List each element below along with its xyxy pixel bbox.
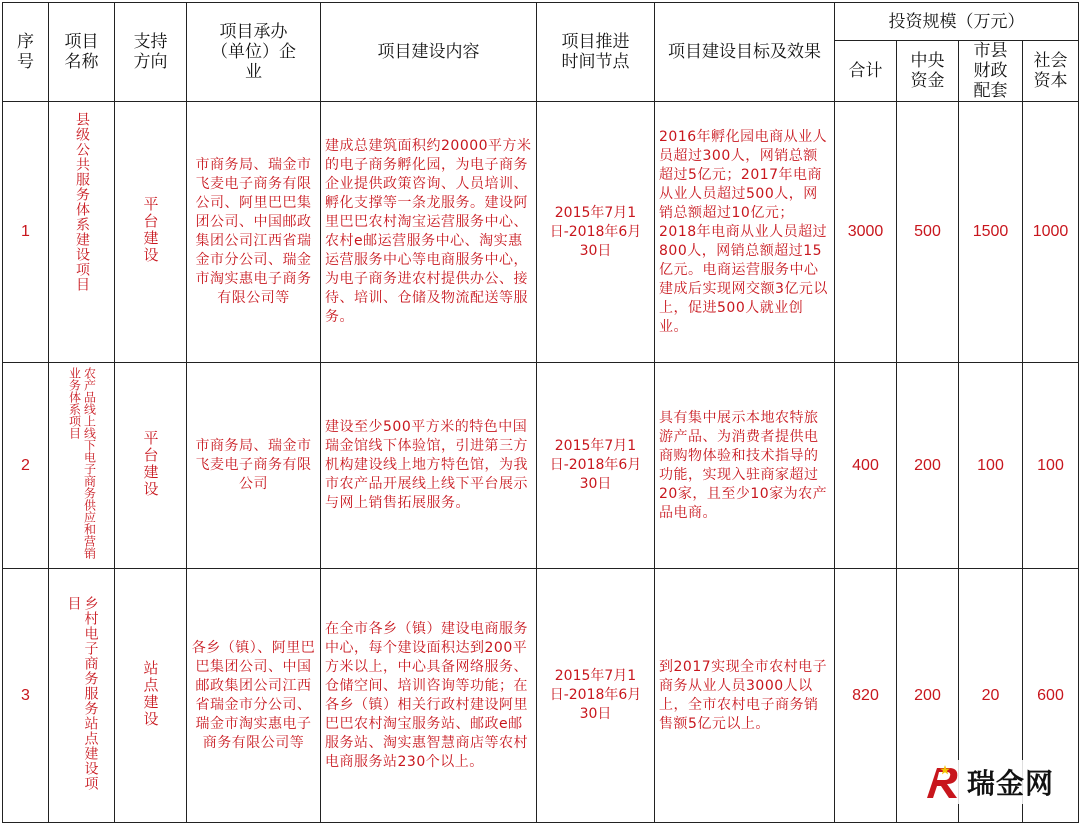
header-undertaker: 项目承办（单位）企业 xyxy=(187,3,321,102)
watermark-text: 瑞金网 xyxy=(966,767,1054,800)
row-direction: 平台建设 xyxy=(141,196,160,264)
row-name: 乡村电子商务服务站点建设项目 xyxy=(65,595,99,791)
row-undertaker: 各乡（镇）、阿里巴巴集团公司、中国邮政集团公司江西省瑞金市分公司、瑞金市淘实惠电子商务有限公司等 xyxy=(187,569,321,823)
table-row xyxy=(3,363,1079,569)
row-social: 1000 xyxy=(1023,102,1079,363)
row-social: 100 xyxy=(1023,363,1079,569)
row-content: 建成总建筑面积约20000平方米的电子商务孵化园，为电子商务企业提供政策咨询、人员培训、孵化支撑等一条龙服务。建设阿里巴巴农村淘宝运营服务中心、农村e邮运营服务中心、淘实惠运营服务中心等电商服务中心，为电子商务进农村提供办公、接待、培训、仓储及物流配送等服务。 xyxy=(321,102,537,363)
watermark-logo xyxy=(917,760,1060,804)
row-central: 500 xyxy=(897,102,959,363)
project-table xyxy=(2,2,1079,823)
header-direction: 支持方向 xyxy=(115,3,187,102)
row-undertaker: 市商务局、瑞金市飞麦电子商务有限公司 xyxy=(187,363,321,569)
row-county: 100 xyxy=(959,363,1023,569)
header-central: 中央资金 xyxy=(897,41,959,102)
row-seq: 3 xyxy=(3,569,49,823)
row-timeline: 2015年7月1日-2018年6月30日 xyxy=(537,102,655,363)
row-name: 县级公共服务体系建设项目 xyxy=(74,112,90,292)
row-county: 1500 xyxy=(959,102,1023,363)
row-undertaker: 市商务局、瑞金市飞麦电子商务有限公司、阿里巴巴集团公司、中国邮政集团公司江西省瑞金市分公司、瑞金市淘实惠电子商务有限公司等 xyxy=(187,102,321,363)
row-content: 在全市各乡（镇）建设电商服务中心，每个建设面积达到200平方米以上，中心具备网络服务、仓储空间、培训咨询等功能；在各乡（镇）相关行政村建设阿里巴巴农村淘宝服务站、邮政e邮服务站、淘实惠智慧商店等农村电商服务站230个以上。 xyxy=(321,569,537,823)
row-social: 600 xyxy=(1023,569,1079,823)
ruijin-logo-icon xyxy=(923,762,963,802)
header-total: 合计 xyxy=(835,41,897,102)
row-timeline: 2015年7月1日-2018年6月30日 xyxy=(537,569,655,823)
header-county: 市县财政配套 xyxy=(959,41,1023,102)
row-total: 400 xyxy=(835,363,897,569)
header-social: 社会资本 xyxy=(1023,41,1079,102)
header-content: 项目建设内容 xyxy=(321,3,537,102)
row-goals: 具有集中展示本地农特旅游产品、为消费者提供电商购物体验和技术指导的功能，实现入驻商家超过20家，且至少10家为农产品电商。 xyxy=(655,363,835,569)
header-name: 项目名称 xyxy=(49,3,115,102)
row-seq: 2 xyxy=(3,363,49,569)
row-central: 200 xyxy=(897,569,959,823)
row-seq: 1 xyxy=(3,102,49,363)
row-goals: 到2017实现全市农村电子商务从业人员3000人以上，全市农村电子商务销售额5亿元以上。 xyxy=(655,569,835,823)
row-timeline: 2015年7月1日-2018年6月30日 xyxy=(537,363,655,569)
row-direction: 平台建设 xyxy=(141,429,160,498)
header-timeline: 项目推进时间节点 xyxy=(537,3,655,102)
row-content: 建设至少500平方米的特色中国瑞金馆线下体验馆，引进第三方机构建设线上地方特色馆，为我市农产品开展线上线下平台展示与网上销售拓展服务。 xyxy=(321,363,537,569)
row-total: 3000 xyxy=(835,102,897,363)
header-investment: 投资规模（万元） xyxy=(835,3,1079,41)
row-central: 200 xyxy=(897,363,959,569)
header-seq: 序号 xyxy=(3,3,49,102)
row-name: 农产品线上线下电子商务供应和营销业务体系项目 xyxy=(67,366,97,559)
table-row xyxy=(3,102,1079,363)
row-county: 20 xyxy=(959,569,1023,823)
header-goals: 项目建设目标及效果 xyxy=(655,3,835,102)
row-goals: 2016年孵化园电商从业人员超过300人，网销总额超过5亿元；2017年电商从业人员超过500人，网销总额超过10亿元；2018年电商从业人员超过800人，网销总额超过15亿元。电商运营服务中心建成后实现网交额3亿元以上，促进500人就业创业。 xyxy=(655,102,835,363)
row-total: 820 xyxy=(835,569,897,823)
row-direction: 站点建设 xyxy=(141,659,160,728)
